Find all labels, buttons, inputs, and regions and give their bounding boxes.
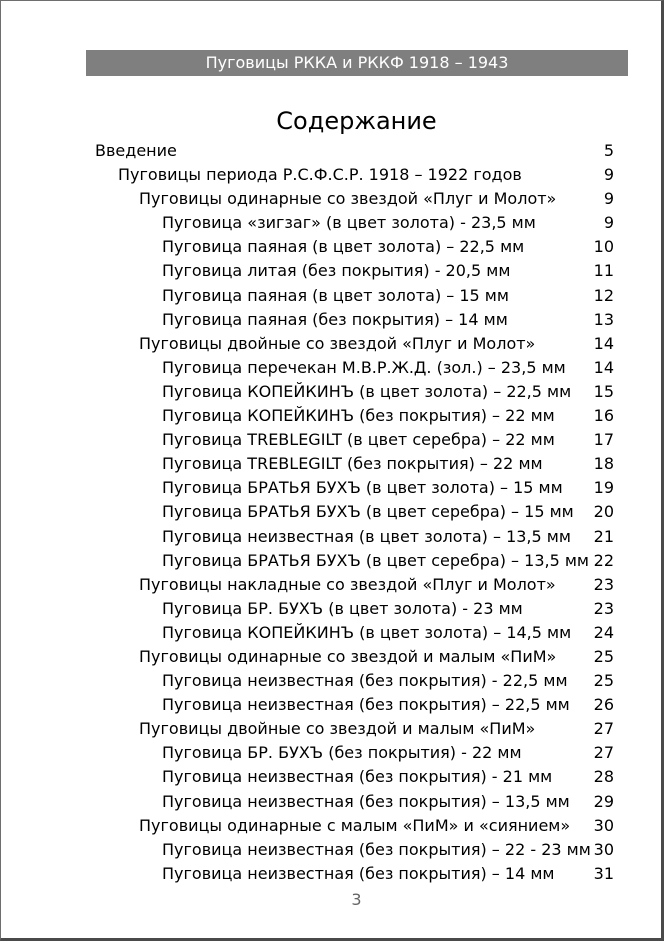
toc-entry-title: Пуговица TREBLEGILT (в цвет серебра) – 22 мм <box>162 430 555 450</box>
table-of-contents <box>0 139 666 886</box>
toc-entry[interactable] <box>0 235 666 259</box>
toc-entry-page: 9 <box>603 165 614 185</box>
toc-entry[interactable] <box>0 621 666 645</box>
toc-entry-title: Пуговица неизвестная (без покрытия) – 13,5 мм <box>162 791 570 811</box>
toc-entry-page: 5 <box>603 141 614 160</box>
toc-entry-title: Пуговицы одинарные со звездой «Плуг и Молот» <box>139 189 557 209</box>
toc-entry-page: 30 <box>593 815 614 835</box>
toc-entry-title: Пуговица неизвестная (в цвет золота) – 13,5 мм <box>162 526 571 546</box>
toc-entry-title: Пуговица паяная (в цвет золота) – 15 мм <box>162 285 509 305</box>
toc-entry-title: Пуговицы одинарные со звездой и малым «ПиМ» <box>139 646 557 666</box>
toc-entry-page: 31 <box>593 863 614 883</box>
toc-entry-page: 30 <box>593 839 614 859</box>
toc-entry-page: 27 <box>593 743 614 763</box>
toc-entry[interactable] <box>0 211 666 235</box>
toc-entry-title: Пуговица БРАТЬЯ БУХЪ (в цвет серебра) – 15 мм <box>162 502 574 522</box>
toc-entry-title: Пуговица БРАТЬЯ БУХЪ (в цвет серебра) – 13,5 мм <box>162 550 589 570</box>
toc-entry-title: Пуговица неизвестная (без покрытия) – 22 - 23 мм <box>162 839 591 859</box>
toc-entry[interactable] <box>0 404 666 428</box>
toc-entry-page: 26 <box>593 695 614 715</box>
toc-entry-page: 9 <box>603 189 614 209</box>
toc-entry[interactable] <box>0 476 666 500</box>
toc-entry-title: Пуговицы одинарные с малым «ПиМ» и «сиянием» <box>139 815 571 835</box>
toc-entry-page: 27 <box>593 719 614 739</box>
toc-entry[interactable] <box>0 139 666 163</box>
toc-entry-title: Пуговицы накладные со звездой «Плуг и Молот» <box>139 574 556 594</box>
toc-entry-page: 21 <box>593 526 614 546</box>
toc-entry-title: Пуговица TREBLEGILT (без покрытия) – 22 мм <box>162 454 543 474</box>
toc-entry-title: Пуговица БРАТЬЯ БУХЪ (в цвет золота) – 15 мм <box>162 478 563 498</box>
toc-entry-page: 11 <box>593 261 614 281</box>
toc-entry[interactable] <box>0 838 666 862</box>
toc-entry[interactable] <box>0 332 666 356</box>
toc-entry-page: 12 <box>593 285 614 305</box>
toc-entry[interactable] <box>0 259 666 283</box>
toc-entry[interactable] <box>0 741 666 765</box>
toc-entry-page: 17 <box>593 430 614 450</box>
toc-entry-page: 25 <box>593 646 614 666</box>
toc-entry-page: 24 <box>593 622 614 642</box>
toc-entry[interactable] <box>0 284 666 308</box>
toc-entry-page: 10 <box>593 237 614 257</box>
running-header <box>86 50 628 76</box>
toc-entry-page: 16 <box>593 406 614 426</box>
toc-entry[interactable] <box>0 862 666 886</box>
toc-entry[interactable] <box>0 573 666 597</box>
toc-entry-title: Введение <box>95 141 177 160</box>
toc-entry-page: 18 <box>593 454 614 474</box>
toc-entry-title: Пуговица КОПЕЙКИНЪ (в цвет золота) – 22,5 мм <box>162 381 572 401</box>
toc-entry-title: Пуговица паяная (в цвет золота) – 22,5 мм <box>162 237 525 257</box>
toc-entry[interactable] <box>0 308 666 332</box>
toc-entry-page: 25 <box>593 671 614 691</box>
toc-entry-page: 14 <box>593 333 614 353</box>
toc-entry[interactable] <box>0 356 666 380</box>
toc-entry-title: Пуговица КОПЕЙКИНЪ (в цвет золота) – 14,5 мм <box>162 622 572 642</box>
toc-entry[interactable] <box>0 814 666 838</box>
toc-entry[interactable] <box>0 717 666 741</box>
toc-entry[interactable] <box>0 645 666 669</box>
page-number: 3 <box>351 890 362 909</box>
toc-entry-page: 9 <box>603 213 614 233</box>
toc-entry[interactable] <box>0 669 666 693</box>
toc-entry-page: 15 <box>593 381 614 401</box>
toc-entry-page: 13 <box>593 309 614 329</box>
toc-entry[interactable] <box>0 790 666 814</box>
toc-entry[interactable] <box>0 163 666 187</box>
toc-entry-title: Пуговицы периода Р.С.Ф.С.Р. 1918 – 1922 годов <box>118 165 522 185</box>
toc-entry-title: Пуговица «зигзаг» (в цвет золота) - 23,5 мм <box>162 213 536 233</box>
toc-entry[interactable] <box>0 525 666 549</box>
toc-title: Содержание <box>276 107 437 135</box>
toc-entry-page: 22 <box>593 550 614 570</box>
toc-entry-title: Пуговица неизвестная (без покрытия) - 21 мм <box>162 767 553 787</box>
toc-entry-title: Пуговица литая (без покрытия) - 20,5 мм <box>162 261 511 281</box>
toc-entry[interactable] <box>0 765 666 789</box>
toc-entry-page: 19 <box>593 478 614 498</box>
toc-entry-page: 23 <box>593 598 614 618</box>
toc-entry-page: 28 <box>593 767 614 787</box>
toc-entry[interactable] <box>0 597 666 621</box>
toc-entry[interactable] <box>0 549 666 573</box>
toc-entry-title: Пуговицы двойные со звездой «Плуг и Молот» <box>139 333 536 353</box>
toc-entry[interactable] <box>0 428 666 452</box>
toc-entry-title: Пуговица неизвестная (без покрытия) – 22,5 мм <box>162 695 570 715</box>
toc-entry-title: Пуговица перечекан М.В.Р.Ж.Д. (зол.) – 23,5 мм <box>162 357 566 377</box>
toc-entry-page: 20 <box>593 502 614 522</box>
toc-entry-page: 23 <box>593 574 614 594</box>
toc-entry-title: Пуговицы двойные со звездой и малым «ПиМ» <box>139 719 536 739</box>
toc-entry-title: Пуговица неизвестная (без покрытия) - 22,5 мм <box>162 671 568 691</box>
toc-entry[interactable] <box>0 380 666 404</box>
toc-entry-page: 29 <box>593 791 614 811</box>
toc-entry-title: Пуговица БР. БУХЪ (без покрытия) - 22 мм <box>162 743 522 763</box>
toc-entry[interactable] <box>0 500 666 524</box>
toc-entry[interactable] <box>0 187 666 211</box>
toc-entry[interactable] <box>0 693 666 717</box>
toc-entry-page: 14 <box>593 357 614 377</box>
running-header-title: Пуговицы РККА и РККФ 1918 – 1943 <box>205 53 509 72</box>
toc-entry-title: Пуговица КОПЕЙКИНЪ (без покрытия) – 22 мм <box>162 406 555 426</box>
toc-entry-title: Пуговица БР. БУХЪ (в цвет золота) - 23 мм <box>162 598 523 618</box>
toc-entry-title: Пуговица паяная (без покрытия) – 14 мм <box>162 309 508 329</box>
toc-entry-title: Пуговица неизвестная (без покрытия) – 14 мм <box>162 863 555 883</box>
toc-entry[interactable] <box>0 452 666 476</box>
